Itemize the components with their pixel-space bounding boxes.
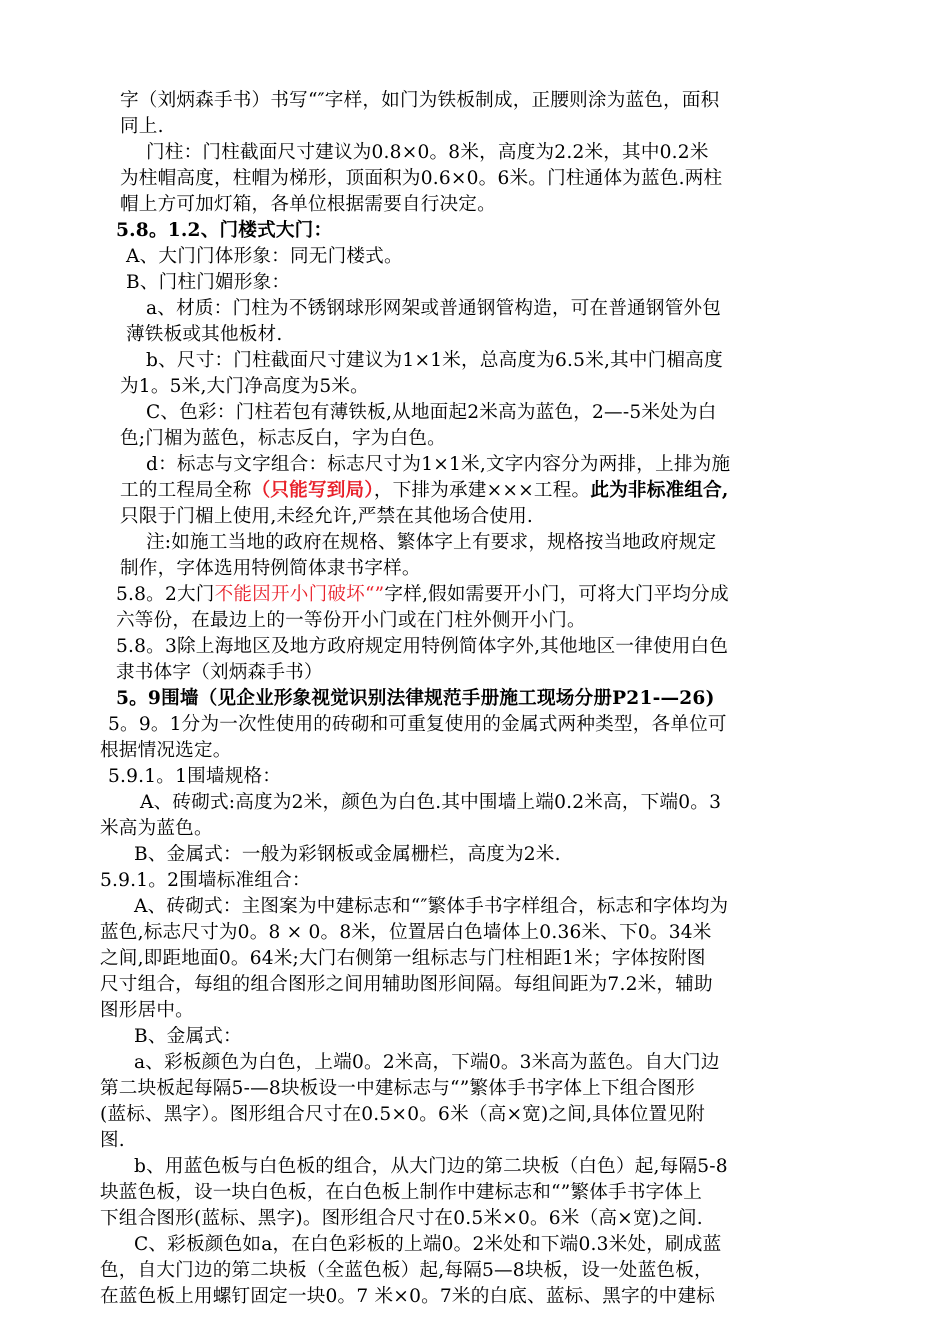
- text-line: [134, 1232, 721, 1258]
- text-segment: 块蓝色板，设一块白色板，在白色板上制作中建标志和“”繁体手书字体上: [100, 1182, 703, 1203]
- text-line: [120, 478, 729, 504]
- text-segment: b、尺寸：门柱截面尺寸建议为1×1米，总高度为6.5米,其中门楣高度: [146, 350, 723, 371]
- text-segment: 制作，字体选用特例简体隶书字样。: [120, 558, 421, 579]
- text-segment: A、大门门体形象：同无门楼式。: [126, 246, 403, 267]
- text-segment: 之间,即距地面0。64米;大门右侧第一组标志与门柱相距1米；字体按附图: [100, 948, 706, 969]
- text-line: [134, 1154, 728, 1180]
- text-line: [100, 1076, 695, 1102]
- text-line: [108, 712, 727, 738]
- text-segment: 图形居中。: [100, 1000, 194, 1021]
- text-line: [120, 426, 446, 452]
- text-segment: 为柱帽高度，柱帽为梯形，顶面积为0.6×0。6米。门柱通体为蓝色.两柱: [120, 168, 723, 189]
- text-segment: A、砖砌式：主图案为中建标志和“″繁体手书字样组合，标志和字体均为: [134, 896, 729, 917]
- text-line: [126, 244, 403, 270]
- text-segment: 帽上方可加灯箱，各单位根据需要自行决定。: [120, 194, 496, 215]
- text-segment: 薄铁板或其他板材.: [126, 324, 283, 345]
- text-line: [100, 738, 232, 764]
- text-segment: 图.: [100, 1130, 125, 1151]
- text-line: [100, 998, 194, 1024]
- text-line: [134, 842, 561, 868]
- text-line: [146, 348, 723, 374]
- text-line: [116, 218, 332, 244]
- text-segment: 色;门楣为蓝色，标志反白，字为白色。: [120, 428, 446, 449]
- text-line: [126, 322, 282, 348]
- text-line: [146, 296, 721, 322]
- text-segment: 第二块板起每隔5-—8块板设一中建标志与“”繁体手书字体上下组合图形: [100, 1078, 695, 1099]
- text-segment: 5.8。1.2、门楼式大门：: [116, 220, 333, 241]
- text-segment: 在蓝色板上用螺钉固定一块0。7 米×0。7米的白底、蓝标、黑字的中建标: [100, 1286, 716, 1307]
- text-line: [100, 868, 311, 894]
- text-segment: （只能写到局）: [251, 480, 374, 501]
- text-segment: 此为非标准组合,: [590, 480, 729, 501]
- text-line: [146, 140, 709, 166]
- text-segment: 蓝色,标志尺寸为0。8 × 0。8米，位置居白色墙体上0.36米、下0。34米: [100, 922, 712, 943]
- text-segment: 5。9。1分为一次性使用的砖砌和可重复使用的金属式两种类型，各单位可: [108, 714, 727, 735]
- text-segment: 同上.: [120, 116, 164, 137]
- text-segment: a、材质：门柱为不锈钢球形网架或普通钢管构造，可在普通钢管外包: [146, 298, 722, 319]
- text-line: [134, 894, 728, 920]
- text-line: [120, 114, 164, 140]
- text-line: [100, 1180, 702, 1206]
- text-line: [100, 972, 713, 998]
- text-line: [100, 1206, 703, 1232]
- text-segment: 为1。5米,大门净高度为5米。: [120, 376, 369, 397]
- text-line: [116, 608, 586, 634]
- text-segment: 5.9.1。1围墙规格：: [108, 766, 282, 787]
- text-line: [100, 1102, 705, 1128]
- text-segment: 5.8。3除上海地区及地方政府规定用特例简体字外,其他地区一律使用白色: [116, 636, 729, 657]
- text-line: [146, 530, 716, 556]
- text-segment: 字样,假如需要开小门，可将大门平均分成: [384, 584, 729, 605]
- text-segment: B、金属式：一般为彩钢板或金属栅栏，高度为2米.: [134, 844, 561, 865]
- text-line: [120, 88, 719, 114]
- text-segment: d：标志与文字组合：标志尺寸为1×1米,文字内容分为两排，上排为施: [146, 454, 731, 475]
- text-line: [108, 764, 281, 790]
- text-segment: ，下排为承建×××工程。: [373, 480, 591, 501]
- text-line: [116, 660, 323, 686]
- text-line: [116, 634, 728, 660]
- text-segment: C、彩板颜色如a，在白色彩板的上端0。2米处和下端0.3米处，刷成蓝: [134, 1234, 722, 1255]
- text-segment: 只限于门楣上使用,未经允许,严禁在其他场合使用.: [120, 506, 534, 527]
- text-segment: (蓝标、黑字）。图形组合尺寸在0.5×0。6米（高×宽)之间,具体位置见附: [100, 1104, 705, 1125]
- text-segment: 5.8。2大门: [116, 584, 215, 605]
- text-segment: 六等份，在最边上的一等份开小门或在门柱外侧开小门。: [116, 610, 586, 631]
- text-segment: 5.9.1。2围墙标准组合：: [100, 870, 311, 891]
- text-line: [120, 192, 496, 218]
- text-line: [100, 1258, 713, 1284]
- text-segment: 门柱：门柱截面尺寸建议为0.8×0。8米，高度为2.2米，其中0.2米: [146, 142, 709, 163]
- text-segment: 尺寸组合，每组的组合图形之间用辅助图形间隔。每组间距为7.2米，辅助: [100, 974, 713, 995]
- text-segment: a、彩板颜色为白色，上端0。2米高，下端0。3米高为蓝色。自大门边: [134, 1052, 720, 1073]
- text-line: [120, 504, 533, 530]
- text-segment: B、门柱门媚形象：: [126, 272, 291, 293]
- text-segment: b、用蓝色板与白色板的组合，从大门边的第二块板（白色）起,每隔5-8: [134, 1156, 728, 1177]
- text-segment: 字（刘炳森手书）书写“″字样，如门为铁板制成，正腰则涂为蓝色，面积: [120, 90, 720, 111]
- text-segment: B、金属式：: [134, 1026, 242, 1047]
- text-line: [126, 270, 290, 296]
- text-segment: 下组合图形(蓝标、黑字)。图形组合尺寸在0.5米×0。6米（高×宽)之间.: [100, 1208, 703, 1229]
- text-line: [100, 946, 706, 972]
- text-segment: 注:如施工当地的政府在规格、繁体字上有要求，规格按当地政府规定: [146, 532, 717, 553]
- text-segment: 隶书体字（刘炳森手书）: [116, 662, 323, 683]
- text-segment: C、色彩：门柱若包有薄铁板,从地面起2米高为蓝色，2—-5米处为白: [146, 402, 717, 423]
- text-segment: 米高为蓝色。: [100, 818, 213, 839]
- text-line: [146, 452, 730, 478]
- text-line: [100, 1284, 715, 1310]
- text-line: [146, 400, 717, 426]
- text-line: [116, 686, 715, 712]
- text-line: [100, 920, 712, 946]
- text-segment: 工的工程局全称: [120, 480, 252, 501]
- text-line: [140, 790, 721, 816]
- text-line: [120, 374, 369, 400]
- text-segment: 5。9围墙（见企业形象视觉识别法律规范手册施工现场分册P21-—26): [116, 688, 715, 709]
- text-line: [116, 582, 729, 608]
- text-segment: A、砖砌式:高度为2米，颜色为白色.其中围墙上端0.2米高，下端0。3: [140, 792, 722, 813]
- text-line: [134, 1050, 720, 1076]
- text-line: [100, 816, 213, 842]
- text-segment: 根据情况选定。: [100, 740, 232, 761]
- text-segment: 色，自大门边的第二块板（全蓝色板）起,每隔5—8块板，设一处蓝色板，: [100, 1260, 713, 1281]
- text-line: [100, 1128, 125, 1154]
- text-line: [120, 166, 722, 192]
- text-line: [120, 556, 421, 582]
- text-segment: 不能因开小门破坏“”: [214, 584, 385, 605]
- text-line: [134, 1024, 242, 1050]
